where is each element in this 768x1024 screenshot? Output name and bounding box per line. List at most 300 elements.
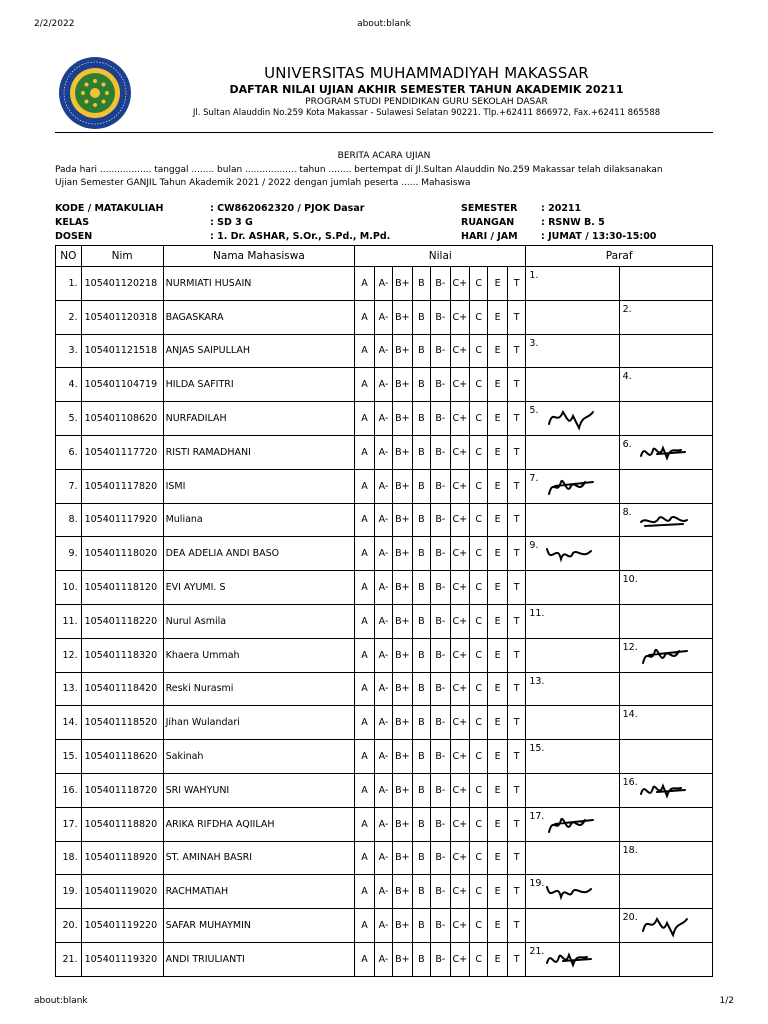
student-name: Reski Nurasmi	[163, 672, 355, 706]
paraf-cell[interactable]	[619, 435, 712, 469]
paraf-number: 1.	[529, 270, 539, 281]
kelas-value: : SD 3 G	[210, 217, 253, 228]
grade-option[interactable]: E	[488, 807, 507, 841]
paraf-number: 17.	[529, 810, 545, 822]
grade-option[interactable]: E	[488, 300, 507, 334]
student-nim: 105401119220	[81, 909, 163, 943]
grade-option[interactable]: T	[507, 672, 525, 706]
grade-option[interactable]: C+	[450, 807, 469, 841]
row-number: 8.	[56, 503, 82, 537]
signature	[634, 438, 696, 468]
paraf-cell[interactable]	[526, 740, 619, 774]
row-number: 21.	[56, 942, 82, 976]
student-nim: 105401117720	[81, 435, 163, 469]
paraf-cell[interactable]	[526, 537, 619, 571]
grade-option[interactable]: B-	[431, 537, 450, 571]
grade-option[interactable]: B	[412, 875, 430, 909]
grade-option[interactable]: A	[355, 503, 374, 537]
grade-option[interactable]: C+	[450, 469, 469, 503]
grade-option[interactable]: T	[507, 604, 525, 638]
grade-option[interactable]: A	[355, 706, 374, 740]
grade-option[interactable]: E	[488, 537, 507, 571]
grade-option[interactable]: A-	[374, 672, 392, 706]
grade-option[interactable]: C+	[450, 368, 469, 402]
grade-option[interactable]: E	[488, 267, 507, 301]
header-nama: Nama Mahasiswa	[163, 246, 355, 267]
grade-option[interactable]: A	[355, 740, 374, 774]
student-nim: 105401118420	[81, 672, 163, 706]
berita-acara-title: BERITA ACARA UJIAN	[337, 151, 431, 161]
grade-option[interactable]: A	[355, 773, 374, 807]
grade-option[interactable]: C+	[450, 909, 469, 943]
grade-option[interactable]: A-	[374, 638, 392, 672]
grade-option[interactable]: T	[507, 909, 525, 943]
grade-option[interactable]: B+	[393, 807, 412, 841]
grade-option[interactable]: B+	[393, 841, 412, 875]
berita-acara-line: Ujian Semester GANJIL Tahun Akademik 2021 / 2022 dengan jumlah peserta ...... Mahasiswa	[55, 178, 471, 188]
grade-table	[55, 245, 713, 977]
student-nim: 105401104719	[81, 368, 163, 402]
grade-option[interactable]: B-	[431, 571, 450, 605]
grade-option[interactable]: T	[507, 773, 525, 807]
grade-option[interactable]: C	[470, 368, 488, 402]
grade-option[interactable]: C	[470, 537, 488, 571]
grade-option[interactable]: B	[412, 672, 430, 706]
paraf-cell[interactable]	[619, 368, 712, 402]
paraf-cell[interactable]	[619, 638, 712, 672]
grade-option[interactable]: C	[470, 571, 488, 605]
grade-option[interactable]: E	[488, 604, 507, 638]
row-number: 6.	[56, 435, 82, 469]
grade-option[interactable]: B	[412, 571, 430, 605]
print-date: 2/2/2022	[34, 19, 75, 29]
grade-option[interactable]: T	[507, 740, 525, 774]
signature	[634, 641, 696, 671]
grade-option[interactable]: C+	[450, 402, 469, 436]
grade-option[interactable]: C+	[450, 773, 469, 807]
grade-option[interactable]: A-	[374, 402, 392, 436]
grade-option[interactable]: A	[355, 942, 374, 976]
student-name: Nurul Asmila	[163, 604, 355, 638]
grade-option[interactable]: A-	[374, 909, 392, 943]
grade-option[interactable]: B+	[393, 503, 412, 537]
grade-option[interactable]: B-	[431, 942, 450, 976]
paraf-cell-empty	[526, 435, 619, 469]
paraf-cell[interactable]	[619, 300, 712, 334]
grade-option[interactable]: B+	[393, 571, 412, 605]
grade-option[interactable]: T	[507, 503, 525, 537]
grade-option[interactable]: A-	[374, 807, 392, 841]
grade-option[interactable]: B-	[431, 402, 450, 436]
grade-option[interactable]: E	[488, 368, 507, 402]
grade-option[interactable]: E	[488, 334, 507, 368]
grade-option[interactable]: A-	[374, 300, 392, 334]
paraf-cell-empty	[526, 638, 619, 672]
grade-option[interactable]: C+	[450, 942, 469, 976]
dosen-value: : 1. Dr. ASHAR, S.Or., S.Pd., M.Pd.	[210, 231, 391, 242]
grade-option[interactable]: B-	[431, 875, 450, 909]
grade-option[interactable]: B+	[393, 402, 412, 436]
grade-option[interactable]: B+	[393, 469, 412, 503]
university-logo	[58, 56, 132, 130]
grade-option[interactable]: B+	[393, 368, 412, 402]
grade-option[interactable]: B+	[393, 435, 412, 469]
paraf-cell[interactable]	[526, 267, 619, 301]
paraf-cell[interactable]	[526, 807, 619, 841]
grade-option[interactable]: C+	[450, 672, 469, 706]
grade-option[interactable]: A	[355, 571, 374, 605]
signature	[540, 404, 602, 434]
grade-option[interactable]: E	[488, 672, 507, 706]
grade-option[interactable]: B	[412, 706, 430, 740]
grade-option[interactable]: B-	[431, 503, 450, 537]
grade-option[interactable]: C+	[450, 267, 469, 301]
student-name: DEA ADELIA ANDI BASO	[163, 537, 355, 571]
signature	[540, 877, 602, 907]
paraf-cell-empty	[619, 537, 712, 571]
grade-option[interactable]: B	[412, 368, 430, 402]
paraf-number: 10.	[622, 574, 638, 586]
hari-label: HARI / JAM	[461, 231, 518, 242]
student-nim: 105401118920	[81, 841, 163, 875]
grade-option[interactable]: B-	[431, 909, 450, 943]
grade-option[interactable]: B+	[393, 638, 412, 672]
grade-option[interactable]: T	[507, 638, 525, 672]
grade-option[interactable]: C	[470, 267, 488, 301]
grade-option[interactable]: A-	[374, 334, 392, 368]
grade-option[interactable]: B	[412, 537, 430, 571]
signature	[540, 539, 602, 569]
table-row	[56, 537, 713, 571]
grade-option[interactable]: C	[470, 334, 488, 368]
grade-option[interactable]: E	[488, 740, 507, 774]
kode-value: : CW862062320 / PJOK Dasar	[210, 203, 365, 214]
grade-option[interactable]: A-	[374, 942, 392, 976]
paraf-cell[interactable]	[619, 706, 712, 740]
student-name: EVI AYUMI. S	[163, 571, 355, 605]
grade-option[interactable]: B-	[431, 740, 450, 774]
table-row	[56, 300, 713, 334]
paraf-cell-empty	[526, 706, 619, 740]
grade-option[interactable]: B+	[393, 706, 412, 740]
paraf-cell[interactable]	[619, 571, 712, 605]
grade-option[interactable]: C+	[450, 435, 469, 469]
row-number: 18.	[56, 841, 82, 875]
grade-option[interactable]: C	[470, 402, 488, 436]
kode-label: KODE / MATAKULIAH	[55, 203, 164, 214]
paraf-cell-empty	[619, 875, 712, 909]
grade-option[interactable]: B-	[431, 334, 450, 368]
grade-option[interactable]: T	[507, 368, 525, 402]
grade-option[interactable]: C	[470, 807, 488, 841]
paraf-cell[interactable]	[526, 875, 619, 909]
university-address: Jl. Sultan Alauddin No.259 Kota Makassar - Sulawesi Selatan 90221. Tlp.+62411 866972, Fax.+62411 865588	[192, 108, 661, 118]
grade-option[interactable]: B+	[393, 537, 412, 571]
grade-option[interactable]: B	[412, 300, 430, 334]
paraf-number: 8.	[622, 506, 632, 518]
grade-option[interactable]: B-	[431, 706, 450, 740]
grade-option[interactable]: T	[507, 942, 525, 976]
grade-option[interactable]: B	[412, 740, 430, 774]
grade-option[interactable]: E	[488, 638, 507, 672]
grade-option[interactable]: A	[355, 334, 374, 368]
paraf-cell[interactable]	[526, 334, 619, 368]
grade-option[interactable]: A	[355, 469, 374, 503]
grade-option[interactable]: B+	[393, 300, 412, 334]
grade-option[interactable]: A	[355, 604, 374, 638]
grade-option[interactable]: T	[507, 300, 525, 334]
grade-option[interactable]: A-	[374, 740, 392, 774]
grade-option[interactable]: B-	[431, 368, 450, 402]
grade-option[interactable]: B-	[431, 267, 450, 301]
grade-option[interactable]: B-	[431, 469, 450, 503]
header-paraf: Paraf	[526, 246, 713, 267]
grade-option[interactable]: T	[507, 841, 525, 875]
grade-option[interactable]: B-	[431, 300, 450, 334]
paraf-cell-empty	[619, 402, 712, 436]
grade-option[interactable]: B+	[393, 672, 412, 706]
grade-option[interactable]: B-	[431, 672, 450, 706]
paraf-cell[interactable]	[526, 402, 619, 436]
grade-option[interactable]: B	[412, 807, 430, 841]
grade-option[interactable]: C	[470, 706, 488, 740]
grade-option[interactable]: A-	[374, 773, 392, 807]
grade-option[interactable]: C+	[450, 571, 469, 605]
grade-option[interactable]: B	[412, 402, 430, 436]
paraf-number: 13.	[529, 675, 545, 687]
grade-option[interactable]: A-	[374, 503, 392, 537]
grade-option[interactable]: A-	[374, 537, 392, 571]
grade-option[interactable]: B-	[431, 841, 450, 875]
grade-option[interactable]: C	[470, 300, 488, 334]
grade-option[interactable]: T	[507, 875, 525, 909]
grade-option[interactable]: C+	[450, 875, 469, 909]
row-number: 9.	[56, 537, 82, 571]
paraf-cell[interactable]	[619, 841, 712, 875]
grade-option[interactable]: E	[488, 503, 507, 537]
grade-option[interactable]: C	[470, 875, 488, 909]
table-row	[56, 807, 713, 841]
grade-option[interactable]: T	[507, 334, 525, 368]
grade-option[interactable]: A	[355, 267, 374, 301]
grade-option[interactable]: B	[412, 841, 430, 875]
grade-option[interactable]: C+	[450, 706, 469, 740]
paraf-cell-empty	[619, 334, 712, 368]
grade-option[interactable]: A-	[374, 368, 392, 402]
grade-option[interactable]: B-	[431, 435, 450, 469]
page-number: 1/2	[719, 996, 734, 1006]
grade-option[interactable]: B	[412, 469, 430, 503]
grade-option[interactable]: A	[355, 435, 374, 469]
grade-option[interactable]: T	[507, 571, 525, 605]
grade-option[interactable]: B	[412, 503, 430, 537]
student-nim: 105401118720	[81, 773, 163, 807]
grade-option[interactable]: B+	[393, 773, 412, 807]
grade-option[interactable]: A-	[374, 706, 392, 740]
grade-option[interactable]: E	[488, 909, 507, 943]
student-name: ST. AMINAH BASRI	[163, 841, 355, 875]
row-number: 3.	[56, 334, 82, 368]
grade-option[interactable]: A-	[374, 604, 392, 638]
grade-option[interactable]: B	[412, 435, 430, 469]
grade-option[interactable]: C	[470, 942, 488, 976]
grade-option[interactable]: E	[488, 875, 507, 909]
row-number: 1.	[56, 267, 82, 301]
grade-option[interactable]: C	[470, 503, 488, 537]
student-nim: 105401120318	[81, 300, 163, 334]
paraf-cell[interactable]	[526, 672, 619, 706]
grade-option[interactable]: C	[470, 638, 488, 672]
grade-option[interactable]: B+	[393, 942, 412, 976]
grade-option[interactable]: B	[412, 773, 430, 807]
berita-acara-line: Pada hari .................. tanggal ........ bulan .................. tahun ........ bertempat di Jl.Sultan Alauddin No.259 Makassar telah dilaksanakan	[55, 165, 663, 175]
grade-option[interactable]: B+	[393, 267, 412, 301]
grade-option[interactable]: E	[488, 435, 507, 469]
grade-option[interactable]: A	[355, 672, 374, 706]
table-row	[56, 402, 713, 436]
grade-option[interactable]: B	[412, 942, 430, 976]
grade-option[interactable]: A	[355, 841, 374, 875]
grade-option[interactable]: C	[470, 672, 488, 706]
grade-option[interactable]: B+	[393, 604, 412, 638]
grade-option[interactable]: B-	[431, 773, 450, 807]
grade-option[interactable]: C	[470, 841, 488, 875]
grade-option[interactable]: A	[355, 875, 374, 909]
paraf-cell[interactable]	[619, 773, 712, 807]
student-name: ISMI	[163, 469, 355, 503]
row-number: 12.	[56, 638, 82, 672]
grade-option[interactable]: A-	[374, 469, 392, 503]
paraf-cell-empty	[619, 942, 712, 976]
grade-option[interactable]: C	[470, 469, 488, 503]
student-nim: 105401118820	[81, 807, 163, 841]
paraf-cell-empty	[526, 300, 619, 334]
grade-option[interactable]: E	[488, 571, 507, 605]
paraf-cell-empty	[526, 503, 619, 537]
grade-option[interactable]: C	[470, 773, 488, 807]
header-nilai: Nilai	[355, 246, 526, 267]
grade-option[interactable]: A	[355, 909, 374, 943]
grade-option[interactable]: B+	[393, 334, 412, 368]
grade-option[interactable]: E	[488, 841, 507, 875]
row-number: 17.	[56, 807, 82, 841]
grade-option[interactable]: C+	[450, 638, 469, 672]
student-nim: 105401118520	[81, 706, 163, 740]
paraf-cell[interactable]	[526, 469, 619, 503]
row-number: 11.	[56, 604, 82, 638]
signature	[540, 810, 602, 840]
grade-option[interactable]: B	[412, 334, 430, 368]
grade-option[interactable]: B+	[393, 909, 412, 943]
grade-option[interactable]: B	[412, 909, 430, 943]
grade-option[interactable]: C	[470, 604, 488, 638]
grade-option[interactable]: B-	[431, 807, 450, 841]
grade-option[interactable]: C	[470, 740, 488, 774]
student-nim: 105401119320	[81, 942, 163, 976]
grade-option[interactable]: A	[355, 807, 374, 841]
paraf-cell-empty	[526, 841, 619, 875]
grade-option[interactable]: A	[355, 638, 374, 672]
grade-option[interactable]: T	[507, 435, 525, 469]
paraf-number: 6.	[622, 438, 632, 450]
grade-option[interactable]: A-	[374, 571, 392, 605]
table-row	[56, 773, 713, 807]
student-nim: 105401118220	[81, 604, 163, 638]
grade-option[interactable]: T	[507, 469, 525, 503]
table-row	[56, 368, 713, 402]
paraf-cell[interactable]	[526, 942, 619, 976]
table-row	[56, 267, 713, 301]
row-number: 15.	[56, 740, 82, 774]
grade-option[interactable]: A-	[374, 267, 392, 301]
table-row	[56, 435, 713, 469]
grade-option[interactable]: B-	[431, 638, 450, 672]
grade-option[interactable]: A-	[374, 841, 392, 875]
grade-option[interactable]: C+	[450, 300, 469, 334]
grade-option[interactable]: A	[355, 402, 374, 436]
grade-option[interactable]: T	[507, 537, 525, 571]
grade-option[interactable]: C+	[450, 841, 469, 875]
grade-option[interactable]: T	[507, 807, 525, 841]
table-header-row	[56, 246, 713, 267]
grade-option[interactable]: C+	[450, 537, 469, 571]
table-row	[56, 909, 713, 943]
grade-option[interactable]: E	[488, 469, 507, 503]
grade-option[interactable]: C	[470, 909, 488, 943]
paraf-cell[interactable]	[619, 909, 712, 943]
student-nim: 105401120218	[81, 267, 163, 301]
grade-option[interactable]: T	[507, 267, 525, 301]
grade-option[interactable]: E	[488, 402, 507, 436]
grade-option[interactable]: A	[355, 368, 374, 402]
paraf-cell-empty	[619, 672, 712, 706]
student-name: Muliana	[163, 503, 355, 537]
grade-option[interactable]: C+	[450, 334, 469, 368]
grade-option[interactable]: E	[488, 706, 507, 740]
grade-option[interactable]: A-	[374, 435, 392, 469]
student-name: NURFADILAH	[163, 402, 355, 436]
signature	[634, 506, 696, 536]
paraf-cell[interactable]	[526, 604, 619, 638]
signature	[540, 945, 602, 975]
paraf-cell[interactable]	[619, 503, 712, 537]
student-nim: 105401117820	[81, 469, 163, 503]
student-name: NURMIATI HUSAIN	[163, 267, 355, 301]
footer-url: about:blank	[34, 996, 88, 1006]
grade-option[interactable]: C	[470, 435, 488, 469]
paraf-cell-empty	[619, 807, 712, 841]
grade-option[interactable]: B	[412, 604, 430, 638]
grade-option[interactable]: T	[507, 706, 525, 740]
grade-option[interactable]: B-	[431, 604, 450, 638]
grade-option[interactable]: C+	[450, 503, 469, 537]
grade-option[interactable]: A	[355, 300, 374, 334]
grade-option[interactable]: B+	[393, 875, 412, 909]
kelas-label: KELAS	[55, 217, 90, 228]
paraf-cell-empty	[526, 571, 619, 605]
grade-option[interactable]: B	[412, 638, 430, 672]
grade-option[interactable]: A-	[374, 875, 392, 909]
grade-option[interactable]: A	[355, 537, 374, 571]
grade-option[interactable]: E	[488, 773, 507, 807]
grade-option[interactable]: C+	[450, 604, 469, 638]
grade-option[interactable]: B	[412, 267, 430, 301]
grade-option[interactable]: T	[507, 402, 525, 436]
grade-option[interactable]: C+	[450, 740, 469, 774]
student-name: Jihan Wulandari	[163, 706, 355, 740]
grade-option[interactable]: E	[488, 942, 507, 976]
grade-option[interactable]: B+	[393, 740, 412, 774]
